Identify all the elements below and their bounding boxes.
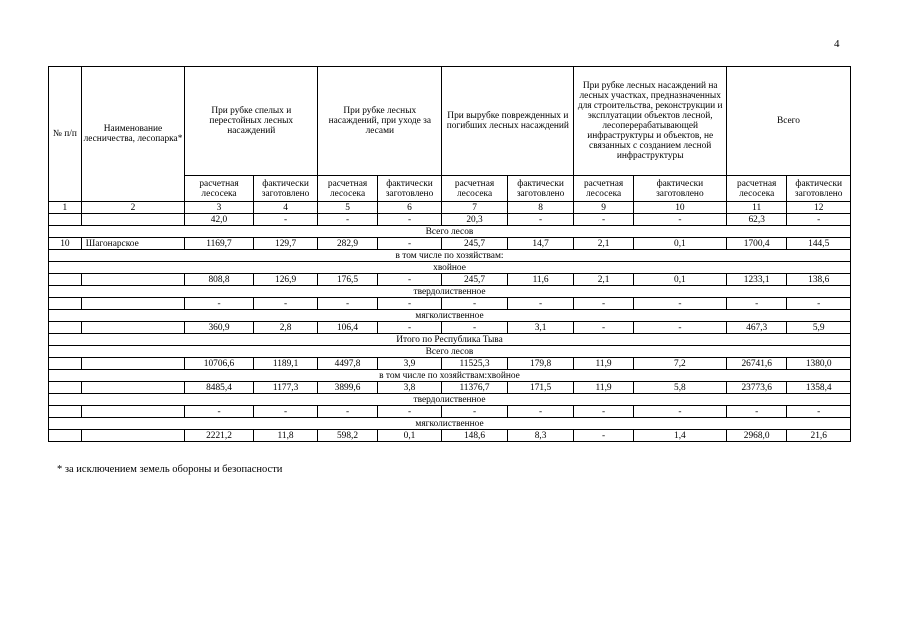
table-cell: 3,1	[507, 322, 574, 334]
subheader-cell: расчетная лесосека	[574, 176, 633, 202]
table-cell: 1700,4	[726, 238, 786, 250]
table-cell: 245,7	[442, 238, 508, 250]
table-cell: 62,3	[726, 214, 786, 226]
table-cell	[49, 322, 82, 334]
section-label: в том числе по хозяйствам:	[49, 250, 851, 262]
table-cell: -	[253, 214, 318, 226]
table-row	[49, 430, 851, 442]
table-row	[49, 382, 851, 394]
section-label: твердолиственное	[49, 286, 851, 298]
table-cell: 2221,2	[185, 430, 254, 442]
table-cell: 2,1	[574, 274, 633, 286]
table-cell: -	[507, 406, 574, 418]
subheader-cell: фактически заготовлено	[633, 176, 726, 202]
header-num: № п/п	[49, 67, 82, 202]
table-cell: 7,2	[633, 358, 726, 370]
col-number: 8	[507, 202, 574, 214]
table-cell	[81, 322, 184, 334]
table-cell: 245,7	[442, 274, 508, 286]
table-cell: -	[507, 214, 574, 226]
table-cell: -	[253, 406, 318, 418]
subheader-cell: фактически заготовлено	[253, 176, 318, 202]
table-cell: -	[633, 406, 726, 418]
col-number: 6	[377, 202, 442, 214]
section-row	[49, 394, 851, 406]
table-cell: 0,1	[633, 274, 726, 286]
table-cell: -	[574, 430, 633, 442]
table-cell: 11,6	[507, 274, 574, 286]
section-label: хвойное	[49, 262, 851, 274]
table-cell: -	[377, 322, 442, 334]
table-cell: 1177,3	[253, 382, 318, 394]
section-label: мягколиственное	[49, 418, 851, 430]
table-row	[49, 238, 851, 250]
table-cell: 3,9	[377, 358, 442, 370]
table-cell: -	[787, 406, 851, 418]
table-cell: 129,7	[253, 238, 318, 250]
col-number: 2	[81, 202, 184, 214]
table-cell: -	[726, 298, 786, 310]
section-label: твердолиственное	[49, 394, 851, 406]
header-group-1: При рубке спелых и перестойных лесных насаждений	[185, 67, 318, 176]
table-cell	[81, 406, 184, 418]
table-row	[49, 274, 851, 286]
table-cell: -	[787, 298, 851, 310]
col-number: 12	[787, 202, 851, 214]
table-cell: 1233,1	[726, 274, 786, 286]
table-cell	[49, 382, 82, 394]
table-cell: -	[377, 298, 442, 310]
table-cell: 0,1	[633, 238, 726, 250]
table-cell: 2,1	[574, 238, 633, 250]
table-row	[49, 358, 851, 370]
subheader-cell: расчетная лесосека	[318, 176, 377, 202]
table-cell	[81, 382, 184, 394]
table-cell: -	[574, 298, 633, 310]
table-cell: -	[633, 322, 726, 334]
table-cell: 1,4	[633, 430, 726, 442]
table-cell: -	[377, 274, 442, 286]
table-cell: 8,3	[507, 430, 574, 442]
table-cell: 171,5	[507, 382, 574, 394]
table-cell	[49, 214, 82, 226]
section-label: Итого по Республика Тыва	[49, 334, 851, 346]
header-name: Наименование лесничества, лесопарка*	[81, 67, 184, 202]
table-cell: 23773,6	[726, 382, 786, 394]
table-cell: -	[574, 406, 633, 418]
section-row	[49, 310, 851, 322]
table-cell: 11,9	[574, 358, 633, 370]
col-number: 4	[253, 202, 318, 214]
table-cell	[49, 274, 82, 286]
table-cell: -	[377, 238, 442, 250]
table-cell: -	[253, 298, 318, 310]
col-number: 1	[49, 202, 82, 214]
forest-harvest-table	[48, 66, 851, 442]
col-number: 7	[442, 202, 508, 214]
subheader-cell: фактически заготовлено	[377, 176, 442, 202]
table-cell: -	[787, 214, 851, 226]
page-number: 4	[834, 38, 840, 50]
table-cell	[81, 214, 184, 226]
table-cell	[49, 298, 82, 310]
table-cell	[49, 358, 82, 370]
subheader-cell: расчетная лесосека	[726, 176, 786, 202]
table-cell: 5,9	[787, 322, 851, 334]
table-cell: 20,3	[442, 214, 508, 226]
table-cell: 11,9	[574, 382, 633, 394]
table-cell: 11,8	[253, 430, 318, 442]
section-row	[49, 226, 851, 238]
table-row	[49, 406, 851, 418]
table-cell: -	[633, 298, 726, 310]
table-cell: 11376,7	[442, 382, 508, 394]
table-cell: -	[318, 214, 377, 226]
footnote: * за исключением земель обороны и безопасности	[57, 464, 283, 475]
table-cell: -	[726, 406, 786, 418]
header-group-2: При рубке лесных насаждений, при уходе за лесами	[318, 67, 442, 176]
table-cell: -	[318, 406, 377, 418]
subheader-cell: фактически заготовлено	[787, 176, 851, 202]
table-cell: 3899,6	[318, 382, 377, 394]
header-group-3: При вырубке поврежденных и погибших лесных насаждений	[442, 67, 574, 176]
header-group-5: Всего	[726, 67, 850, 176]
table-cell: 4497,8	[318, 358, 377, 370]
section-label: Всего лесов	[49, 226, 851, 238]
table-cell: 10	[49, 238, 82, 250]
section-label: Всего лесов	[49, 346, 851, 358]
section-label: в том числе по хозяйствам:хвойное	[49, 370, 851, 382]
table-cell: Шагонарское	[81, 238, 184, 250]
col-number: 3	[185, 202, 254, 214]
table-cell: 5,8	[633, 382, 726, 394]
section-row	[49, 418, 851, 430]
section-row	[49, 250, 851, 262]
table-cell	[81, 298, 184, 310]
table-cell: 126,9	[253, 274, 318, 286]
table-cell: 106,4	[318, 322, 377, 334]
section-row	[49, 370, 851, 382]
table-row	[49, 214, 851, 226]
table-row	[49, 322, 851, 334]
section-row	[49, 334, 851, 346]
table-cell	[81, 358, 184, 370]
table-cell: -	[318, 298, 377, 310]
table-cell	[81, 430, 184, 442]
subheader-cell: фактически заготовлено	[507, 176, 574, 202]
table-cell: 2,8	[253, 322, 318, 334]
col-number: 9	[574, 202, 633, 214]
table-cell: 808,8	[185, 274, 254, 286]
table-cell: -	[442, 406, 508, 418]
table-cell: 598,2	[318, 430, 377, 442]
table-cell: 3,8	[377, 382, 442, 394]
subheader-cell: расчетная лесосека	[442, 176, 508, 202]
col-number: 10	[633, 202, 726, 214]
col-number: 5	[318, 202, 377, 214]
table-cell	[81, 274, 184, 286]
header-group-4: При рубке лесных насаждений на лесных участках, предназначенных для строительства, реконструкции и эксплуатации объектов лесной, лесоперерабатывающей инфраструктуры и объектов, не связанных с созданием лесной инфраструктуры	[574, 67, 727, 176]
table-cell: 42,0	[185, 214, 254, 226]
table-cell: 282,9	[318, 238, 377, 250]
table-cell: 360,9	[185, 322, 254, 334]
table-cell: 8485,4	[185, 382, 254, 394]
section-row	[49, 262, 851, 274]
table-cell: 467,3	[726, 322, 786, 334]
table-cell: 26741,6	[726, 358, 786, 370]
section-row	[49, 346, 851, 358]
table-cell: 1358,4	[787, 382, 851, 394]
table-row	[49, 298, 851, 310]
table-cell: -	[442, 322, 508, 334]
column-numbers-row	[49, 202, 851, 214]
table-cell: 14,7	[507, 238, 574, 250]
table-cell: 138,6	[787, 274, 851, 286]
table-cell: -	[377, 406, 442, 418]
table-cell: 11525,3	[442, 358, 508, 370]
section-label: мягколиственное	[49, 310, 851, 322]
table-cell: 21,6	[787, 430, 851, 442]
header-row	[49, 67, 851, 176]
table-cell: -	[377, 214, 442, 226]
table-cell: -	[507, 298, 574, 310]
table-cell: -	[442, 298, 508, 310]
table-cell: 148,6	[442, 430, 508, 442]
table-cell: -	[185, 406, 254, 418]
col-number: 11	[726, 202, 786, 214]
table-cell: 176,5	[318, 274, 377, 286]
table-cell: 144,5	[787, 238, 851, 250]
table-cell: 1169,7	[185, 238, 254, 250]
table-cell: -	[574, 214, 633, 226]
section-row	[49, 286, 851, 298]
table-cell: -	[574, 322, 633, 334]
table-cell: 2968,0	[726, 430, 786, 442]
table-cell: 0,1	[377, 430, 442, 442]
table-cell: 10706,6	[185, 358, 254, 370]
table-cell	[49, 430, 82, 442]
table-cell: 179,8	[507, 358, 574, 370]
table-cell: 1189,1	[253, 358, 318, 370]
table-cell: 1380,0	[787, 358, 851, 370]
table-cell: -	[633, 214, 726, 226]
table-cell	[49, 406, 82, 418]
table-cell: -	[185, 298, 254, 310]
subheader-cell: расчетная лесосека	[185, 176, 254, 202]
